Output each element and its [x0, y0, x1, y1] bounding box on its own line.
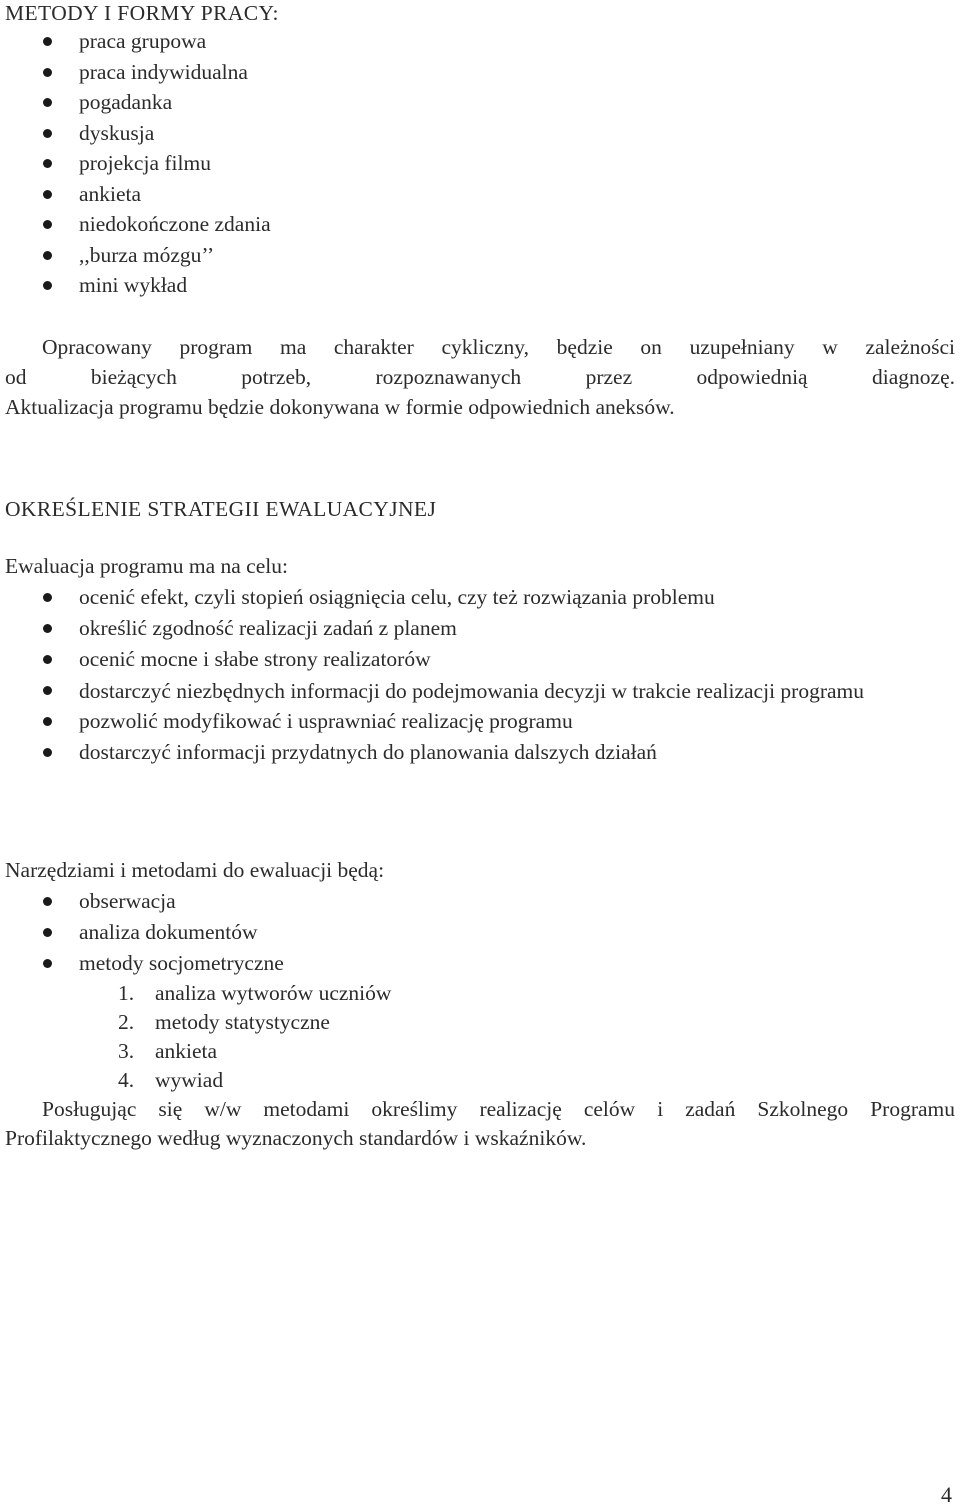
list-item-text: projekcja filmu: [79, 151, 211, 175]
list-item-text: praca indywidualna: [79, 59, 248, 84]
bullet-icon: [43, 68, 52, 77]
paragraph-line: Opracowany program ma charakter cykliczny, będzie on uzupełniany w zależności: [42, 335, 955, 359]
list-item: [5, 1037, 955, 1066]
tools-list: [5, 886, 955, 979]
list-item-text: dostarczyć informacji przydatnych do planowania dalszych działań: [79, 740, 657, 764]
list-item-text: dyskusja: [79, 120, 155, 145]
list-item: [5, 240, 955, 271]
bullet-icon: [43, 190, 52, 199]
paragraph-line: Profilaktycznego według wyznaczonych standardów i wskaźników.: [5, 1126, 587, 1150]
program-note: [5, 332, 955, 422]
bullet-icon: [43, 129, 52, 138]
tools-section: [5, 855, 955, 1153]
list-item-text: praca grupowa: [79, 29, 207, 53]
methods-list: [5, 26, 955, 301]
methods-section: [5, 0, 955, 301]
list-item: [5, 644, 955, 675]
list-item-text: ocenić efekt, czyli stopień osiągnięcia celu, czy też rozwiązania problemu: [79, 585, 715, 609]
list-item: [5, 118, 955, 149]
methods-heading: METODY I FORMY PRACY:: [5, 1, 279, 25]
list-item-text: pozwolić modyfikować i usprawniać realizację programu: [79, 709, 573, 733]
bullet-icon: [43, 717, 52, 726]
list-item-text: ankieta: [79, 181, 142, 206]
tools-intro: Narzędziami i metodami do ewaluacji będą:: [5, 858, 385, 882]
list-item-text: ,,burza mózgu’’: [79, 242, 215, 267]
list-item: [5, 87, 955, 118]
bullet-icon: [43, 281, 52, 290]
list-item: [5, 1008, 955, 1037]
list-item-text: określić zgodność realizacji zadań z planem: [79, 616, 457, 640]
paragraph-line: Aktualizacja programu będzie dokonywana w formie odpowiednich aneksów.: [5, 395, 675, 419]
list-item-text: mini wykład: [79, 273, 188, 297]
list-item-text: ankieta: [155, 1039, 218, 1063]
list-item-text: dostarczyć niezbędnych informacji do podejmowania decyzji w trakcie realizacji programu: [79, 679, 865, 703]
list-item: [5, 26, 955, 57]
list-item: [5, 675, 955, 706]
bullet-icon: [43, 220, 52, 229]
program-note-paragraph: [5, 332, 955, 422]
list-item: [5, 179, 955, 210]
list-item-text: ocenić mocne i słabe strony realizatorów: [79, 647, 431, 671]
list-item: [5, 979, 955, 1008]
paragraph-line: Posługując się w/w metodami określimy realizację celów i zadań Szkolnego Programu: [42, 1097, 955, 1121]
tools-numbered-list: [5, 979, 955, 1095]
bullet-icon: [43, 686, 52, 695]
list-item: [5, 209, 955, 240]
list-item: [5, 270, 955, 301]
page-number: 4: [941, 1482, 952, 1507]
list-item: [5, 737, 955, 768]
bullet-icon: [43, 593, 52, 602]
list-item-text: metody socjometryczne: [79, 951, 284, 975]
bullet-icon: [43, 655, 52, 664]
list-item: [5, 706, 955, 737]
list-item: [5, 582, 955, 613]
list-item: [5, 886, 955, 917]
list-item: [5, 148, 955, 179]
bullet-icon: [43, 897, 52, 906]
list-number: 4.: [118, 1068, 135, 1092]
strategy-goals: [5, 551, 955, 768]
list-item-text: pogadanka: [79, 90, 173, 114]
list-item-text: wywiad: [155, 1068, 224, 1092]
list-item-text: metody statystyczne: [155, 1010, 330, 1034]
strategy-list: [5, 582, 955, 768]
list-item: [5, 613, 955, 644]
strategy-heading: OKREŚLENIE STRATEGII EWALUACYJNEJ: [5, 497, 437, 521]
list-number: 2.: [118, 1010, 135, 1034]
strategy-section: [5, 493, 955, 525]
list-item-text: analiza wytworów uczniów: [155, 981, 392, 1005]
list-item: [5, 917, 955, 948]
bullet-icon: [43, 748, 52, 757]
list-item: [5, 57, 955, 88]
list-item-text: analiza dokumentów: [79, 920, 258, 944]
bullet-icon: [43, 251, 52, 260]
bullet-icon: [43, 959, 52, 968]
bullet-icon: [43, 37, 52, 46]
strategy-intro: Ewaluacja programu ma na celu:: [5, 554, 288, 578]
bullet-icon: [43, 98, 52, 107]
list-number: 1.: [118, 981, 135, 1005]
bullet-icon: [43, 159, 52, 168]
tools-closing-paragraph: [5, 1095, 955, 1153]
list-number: 3.: [118, 1039, 135, 1063]
list-item: [5, 1066, 955, 1095]
list-item-text: niedokończone zdania: [79, 212, 271, 236]
list-item-text: obserwacja: [79, 889, 176, 913]
paragraph-line: od bieżących potrzeb, rozpoznawanych przez odpowiednią diagnozę.: [5, 365, 955, 389]
list-item: [5, 948, 955, 979]
bullet-icon: [43, 928, 52, 937]
bullet-icon: [43, 624, 52, 633]
